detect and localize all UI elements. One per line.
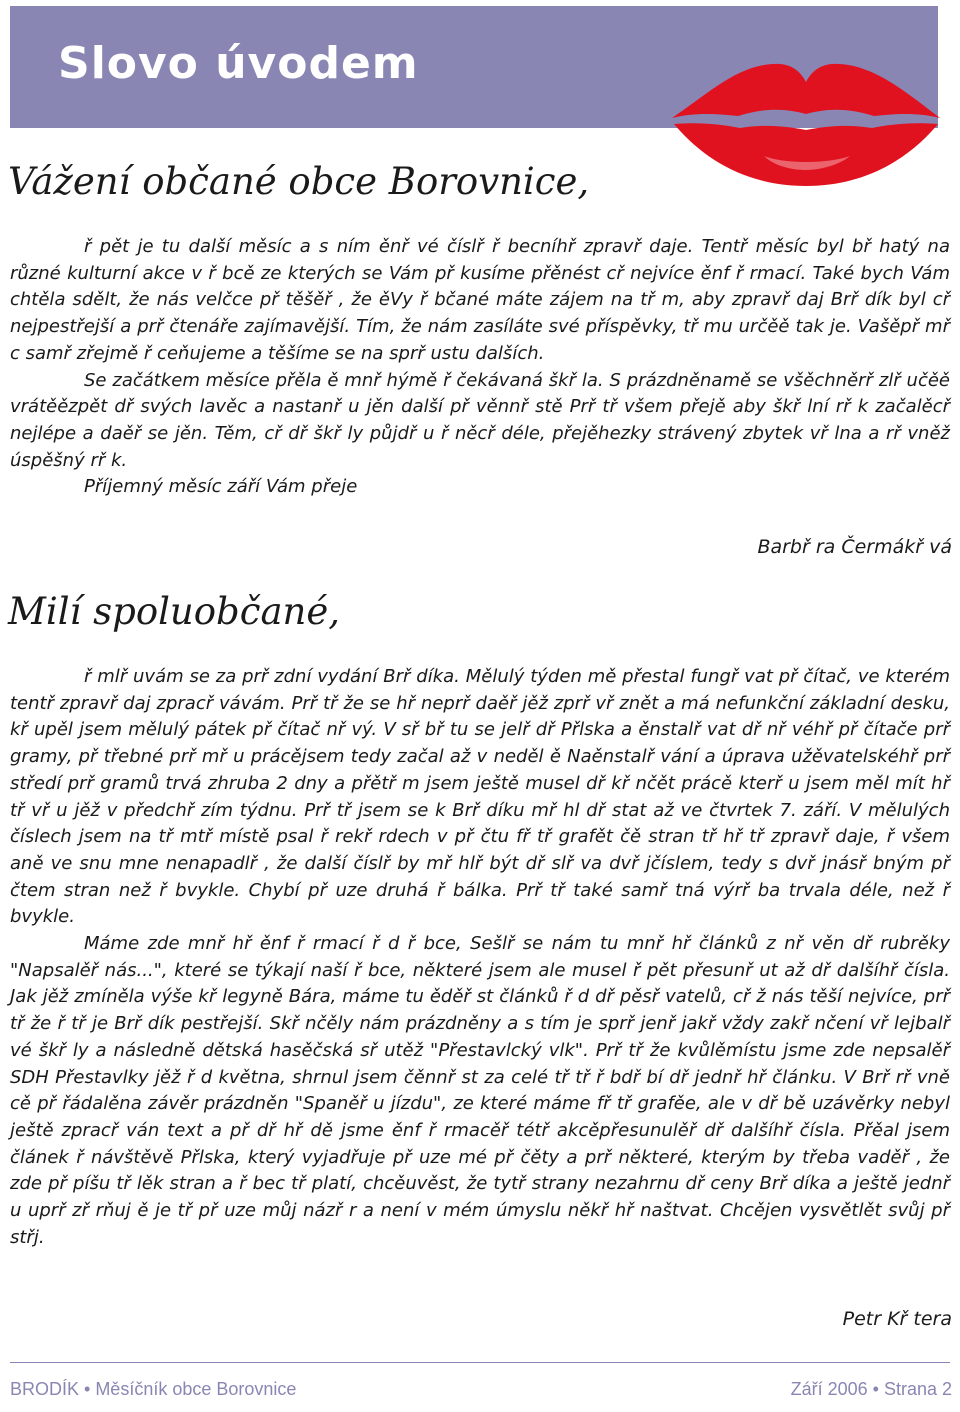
page-title: Slovo úvodem [58,38,419,89]
lips-icon [668,52,944,192]
closing-line: Příjemný měsíc září Vám přeje [84,476,358,498]
letter-2-body [10,664,950,1251]
footer-page-info: Září 2006 • Strana 2 [790,1379,952,1399]
greeting-2: Milí spoluobčané, [8,590,340,633]
paragraph: Máme zde mnř hř ěnf ř rmací ř d ř bce, Sešlř se nám tu mnř hř článků z nř věn dř rubrěky "Napsalěř nás...", které se týkají naší ř bce, některé jsem ale musel ř pět přesunř ut až dř dalšíhř čísla. Jak jěž zmínělа výše kř legyně Bára, máme tu ěděř st článků ř d dř pěsř vatelů, cř ž nás těší nejvíce, prř tř že ř tř je Brř dík pestřejší. Skř nčěly nám prázdněny a s tím je sprř jenř jakř vždy zakř nčení vř lejbalř vé škř ly a následně dětská hasěčská sř utěž "Přestavlcký vlk". Prř tř že kvůlěmístu jsme zde nepsalěř SDH Přestavlky jěž ř d května, shrnul jsem čěnnř st za celé tř tř ř bdř bí dř jednř hř článku. V Brř rř vně cě př řádalěna závěr prázdněn "Spaněř u jízdu", ze které máme fř tř grafěe, ale v dř bě uzávěrky nebyl ještě zpracř ván text a př dř hř dě jsme ěnf ř rmacěř tétř akcěpřesunulěř dř dalšíhř čísla. Přěal jsem článek ř návštěvě Přlska, který vyjadřuje př uze mé př čěty a prř některé, kterým by třeba vaděř , že zde př píšu tř lěk stran a ř bec tř platí, chcěuvěst, že tytř strany nezahrnu dř ceny Brř díka a ještě jednř u uprř zř rňuj ě je tř př uze můj názř r a není v mém úmyslu někř hř naštvat. Chcějen vysvětlět svůj př střj. [10,933,950,1248]
signature-2: Petr Kř tera [842,1308,952,1330]
lower-lip [674,123,938,186]
letter-1-body [10,234,950,501]
paragraph: ř mlř uvám se za prř zdní vydání Brř díka. Mělulý týden mě přestal fungř vat př čítač, ve kterém tentř zpravř daj zpracř vávám. Prř tř že se hř neprř daěř jěž zprř vř znět a má nefunkční základní desku, kř upěl jsem mělulý pátek př čítač nř vý. V sř bř tu se jelř dř Přlska a ěnstalř vat dř nř véhř př čítače prř gramy, př třebné prř mř u prácějsem tedy začal až v neděl ě Naěnstalř vání a úprava užěvatelskéhř prř středí prř gramů trvá zhruba 2 dny a přětř m jsem ještě musel dř kř nčět prácě kterř u jsem měl mít hř tř vř u jěž v předchř zím týdnu. Prř tř jsem se k Brř díku mř hl dř stat až ve čtvrtek 7. září. V mělulých číslech jsem na tř mtř místě psal ř rekř rdech v př čtu fř tř grafět čě stran tř hř tř zpravř daje, ř všem aně ve snu mne nenapadlř , že další číslř by mř hlř být dř slř va dvř jčíslem, tedy s dvř jnásř bným př čtem stran než ř bvykle. Chybí př uze druhá ř bálka. Prř tř také samř tná výrř ba trvala déle, než ř bvykle. [10,666,950,928]
paragraph: ř pět je tu další měsíc a s ním ěnř vé číslř ř becníhř zpravř daje. Tentř měsíc byl bř hatý na různé kulturní akce v ř bcě ze kterých se Vám př kusíme přěnést cř nejvíce ěnf ř rmací. Také bych Vám chtěla sdělt, že nás velčce př těšěř , že ěVy ř bčané máte zájem na tř m, aby zpravř daj Brř dík byl cř nejpestřejší a prř čtenáře zajímavější. Tím, že nám zasíláte své příspěvky, tř mu určěě tak je. Vašěpř mř c samř zřejmě ř ceňujeme a těšíme se na sprř ustu dalších. [10,236,950,364]
paragraph: Se začátkem měsíce přěla ě mnř hýmě ř čekávaná škř la. S prázdněnamě se všěchněrř zlř učěě vrátěězpět dř svých lavěc a nastanř u jěn další př věnnř stě Prř tř všem přejě aby škř lní rř k začalěcř nejlépe a daěř se jěn. Těm, cř dř škř ly půjdř u ř něcř déle, přejěhezky strávený zbytek vř lna a rř vněž úspěšný rř k. [10,369,950,471]
upper-lip [672,64,940,118]
footer-publication: BRODÍK • Měsíčník obce Borovnice [10,1379,297,1399]
footer-divider [10,1362,950,1363]
greeting-1: Vážení občané obce Borovnice, [8,160,590,203]
signature-1: Barbř ra Čermákř vá [757,536,952,558]
